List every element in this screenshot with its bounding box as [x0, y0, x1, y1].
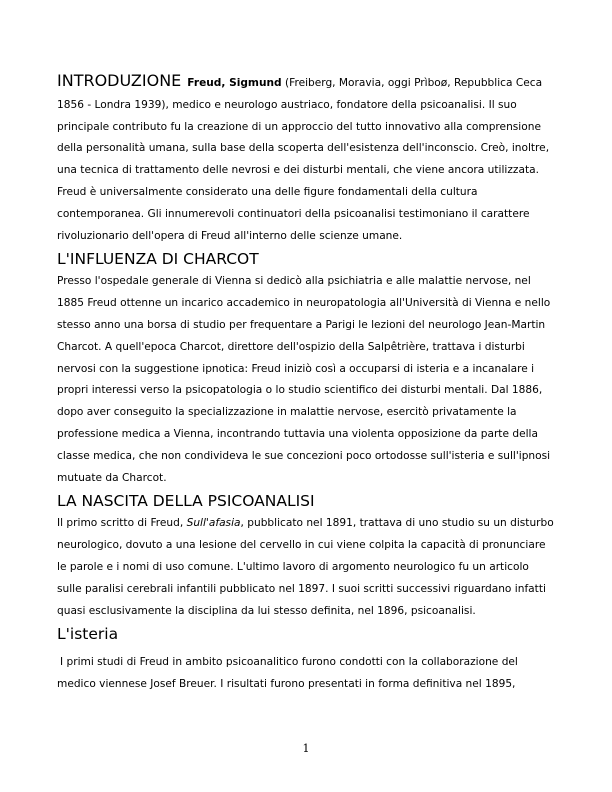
work-title-sull-afasia: Sull'afasia [186, 517, 241, 530]
section-nascita-psicoanalisi [57, 489, 555, 622]
charcot-paragraph: Presso l'ospedale generale di Vienna si dedicò alla psichiatria e alle malattie nervose, nel 1885 Freud ottenne un incarico accademico in neuropatologia all'Università di Vienna e nello stesso anno una borsa di studio per frequentare a Parigi le lezioni del neurologo Jean-Martin Charcot. A quell'epoca Charcot, direttore dell'ospizio della Salpêtrière, trattava i disturbi nervosi con la suggestione ipnotica: Freud iniziò così a occuparsi di isteria e a incanalare i propri interessi verso la psicopatologia o lo studio scientifico dei disturbi mentali. Dal 1886, dopo aver conseguito la specializzazione in malattie nervose, esercitò privatamente la professione medica a Vienna, incontrando tuttavia una violenta opposizione da parte della classe medica, che non condivideva le sue concezioni poco ortodosse sull'isteria e sull'ipnosi mutuate da Charcot. [57, 275, 551, 484]
section-introduzione [57, 70, 555, 247]
page-number: 1 [302, 742, 310, 755]
section-heading-nascita: LA NASCITA DELLA PSICOANALISI [57, 492, 315, 511]
nascita-paragraph [57, 513, 555, 622]
section-isteria [57, 622, 555, 696]
intro-text: (Freiberg, Moravia, oggi Prìboø, Repubblica Ceca 1856 - Londra 1939), medico e neurologo austriaco, fondatore della psicoanalisi. Il suo principale contributo fu la creazione di un approccio del tutto innovativo alla comprensione della personalità umana, sulla base della scoperta dell'esistenza dell'inconscio. Creò, inoltre, una tecnica di trattamento delle nevrosi e dei disturbi mentali, che viene ancora utilizzata. Freud è universalmente considerato una delle figure fondamentali della cultura contemporanea. Gli innumerevoli continuatori della psicoanalisi testimoniano il carattere rivoluzionario dell'opera di Freud all'interno delle scienze umane. [57, 77, 550, 242]
section-charcot [57, 247, 555, 489]
subject-name: Freud, Sigmund [187, 77, 282, 89]
nascita-text-after: , pubblicato nel 1891, trattava di uno studio su un disturbo neurologico, dovuto a una lesione del cervello in cui viene colpita la capacità di pronunciare le parole e i nomi di uso comune. L'ultimo lavoro di argomento neurologico fu un articolo sulle paralisi cerebrali infantili pubblicato nel 1897. I suoi scritti successivi riguardano infatti quasi esclusivamente la disciplina da lui stesso definita, nel 1896, psicoanalisi. [57, 517, 554, 617]
section-heading-isteria: L'isteria [57, 625, 119, 644]
nascita-text-before: Il primo scritto di Freud, [57, 517, 187, 530]
section-heading-introduzione: INTRODUZIONE [57, 71, 182, 90]
intro-paragraph [57, 70, 555, 247]
section-heading-charcot: L'INFLUENZA DI CHARCOT [57, 250, 259, 269]
isteria-paragraph: I primi studi di Freud in ambito psicoanalitico furono condotti con la collaborazione del medico viennese Josef Breuer. I risultati furono presentati in forma definitiva nel 1895, [57, 656, 518, 691]
page-content [57, 70, 555, 696]
